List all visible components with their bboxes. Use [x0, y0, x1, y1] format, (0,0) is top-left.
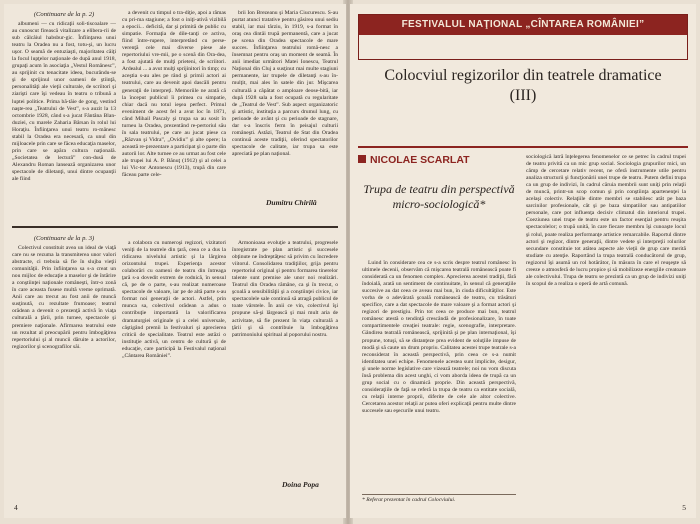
continuation-note: (Continuare de la p. 3) [33, 235, 95, 242]
footnote: * Referat prezentat în cadrul Colocviului. [362, 494, 516, 503]
festival-title: FESTIVALUL NAŢIONAL „CÎNTAREA ROMÂNIEI” [401, 19, 645, 30]
left-top-column-3 [232, 10, 338, 194]
left-bottom-column-1 [12, 234, 116, 504]
left-page [4, 4, 346, 518]
article-text: sociologică latră înţelegerea fenomenelor ce se petrec în cadrul trupei de teatru privită ca un mic grup social. Sociologia grupurilor mici, un câmp de cercetare relativ recent, ne oferă instrumente utile pentru analiza structurii şi funcţionării unei trupe de teatru. Putem defini trupa ca un grup de indivizi, în cadrul căruia membrii sunt uniţi prin relaţii de muncă, printr-un scop comun şi prin conştiinţa apartenenţei la acelaşi colectiv. Relaţiile dintre membri se stabilesc atât pe baza sarcinilor profesionale, cât şi pe baza simpatiilor sau antipatiilor personale, care pot influenţa decisiv climatul din interiorul trupei. Coeziunea unei trupe de teatru este un factor esenţial pentru reuşita spectacolelor; o trupă unită, în care fiecare membru îşi cunoaşte locul şi rolul, poate realiza performanţe artistice remarcabile. Raportul dintre actori şi regizor, dintre generaţii, dintre vedete şi interpreţii rolurilor secundare constituie tot atâtea aspecte ale vieţii de grup care merită studiate cu atenţie. Raportând la trupa teatrală conducătorul de grup, regizorul îşi asumă un rol hotărâtor, în măsura în care el reuşeşte să creeze o atmosferă de lucru propice şi să mobilizeze energiile creatoare ale colectivului. Trupa de teatru se prezintă ca un grup de indivizi uniţi în scopul de a realiza o operă de artă comună. [526, 154, 686, 287]
article-text: Armonioasa evoluţie a teatrului, progresele înregistrate pe plan artistic şi succesele obţinute ne îndreptăţesc să privim cu încredere viitorul. Consolidarea tradiţiilor, grija pentru repertoriul original şi pentru formarea tinerelor talente sunt premise ale unor noi realizări. Teatrul din Oradea rămâne, ca şi în trecut, o şcoală a sensibilităţii şi a conştiinţei civice, iar spectacolele sale continuă să atragă publicul de toate vârstele. În anii ce vin, colectivul îşi propune să-şi lărgească şi mai mult aria de activitate, să fie prezent în viaţa culturală a ţării şi să contribuie la îmbogăţirea patrimoniului spiritual al poporului nostru. [232, 240, 338, 338]
left-top-column-2 [122, 10, 226, 216]
article-text: Luind în considerare cea ce s-a scris despre teatrul românesc în ultimele decenii, observăm că mişcarea teatrală românească poate fi considerată ca un fenomen complex. Aprecierea acestei tradiţii, fără îndoială, arată un sentiment de continuitate, în sensul că generaţiile succesive au dat ceea ce aveau mai bun, în ciuda dificultăţilor. Este vorba de o adevărată şcoală românească de teatru, cu trăsături specifice, care a dat spectacole de mare valoare şi a format actori şi regizori de prestigiu. Prin tot ceea ce produce mai bun, teatrul românesc atestă o tendinţă crescândă de profesionalizare, în toate compartimentele creaţiei teatrale: regie, scenografie, interpretare. Gândirea teatrală românească, sprijinită şi pe plan internaţional, îşi propune, totuşi, să se distanţeze prea evident de soluţiile impuse de modă şi să caute un drum propriu. Calitatea acestei trupe teatrale s-a reconsiderat în această perspectivă, prin ceea ce s-a numit identitatea unei echipe. Fenomenele acestea sunt implicite, desigur, şi unele norme legislative care vizează teatrele; noi nu vom discuta însă problema din acest unghi, ci vom aborda ideea de trupă ca un grup social cu o dinamică proprie. Din această perspectivă, consideraţiile de faţă se referă la trupa de teatru ca entitate socială, cu relaţii interne proprii, diferite de cele ale altor colective. Cercetarea acestor relaţii ar putea oferi explicaţii pentru multe dintre succesele sau eşecurile unui teatru. [362, 260, 516, 414]
article-text: Colectivul constituit avea un ideal de viaţă care nu se rezuma la transmiterea unor valori abstracte, ci trebuia să fie în slujba vieţii comunităţii. Prin înfiinţarea sa s-a creat un nou mijloc de educaţie a maselor şi de întărire a conştiinţei naţionale româneşti, într-o zonă în care aceasta fusese multă vreme oprimată. Anii care au trecut au fost anii de muncă susţinută, cu rezultate frumoase; teatrul orădean a devenit o prezenţă activă în viaţa culturală a ţării, prin turnee, spectacole şi premiere naţionale. Afirmarea teatrului este un rezultat al preocupării pentru îmbogăţirea repertoriului şi al muncii dăruite a actorilor, regizorilor şi scenografilor săi. [12, 245, 116, 350]
article-text: brii Ion Brezeanu şi Maria Ciucurescu. S-au purtat atunci tratative pentru găsirea unui sediu stabil, iar mai târziu, în 1919, s-a format în oraş cea dintâi trupă permanentă, care a jucat pe scena din Oradea spectacole de mare succes. Înfiinţarea teatrului româ-nesc a însemnat pentru oraş un moment de seamă. În anii imediat următori Matei Ionescu, Teatrul Naţional din Cluj a susţinut mai multe stagiuni permanente, iar trupele de diletanţi s-au în-mulţit, mai ales în satele din jur. Mişcarea culturală a căpătat o amploare deose-bită, iar după 1928 sala a fost ocupată cu regularitate de „Teatrul de Vest”. Sub aspect organizatoric şi artistic, instituţia a parcurs drumul lung, cu perioade de avânt şi cu perioade de stagnare, dar s-a înscris ferm în peisajul culturii româneşti. Astăzi, Teatrul de Stat din Oradea continuă aceste tradiţii, oferind spectatorilor spectacole de calitate, iar trupa sa este apreciată pe plan naţional. [232, 10, 338, 157]
right-column-2 [526, 154, 686, 504]
article-author [358, 154, 470, 166]
right-page [350, 4, 696, 518]
square-bullet-icon [358, 155, 366, 163]
page-number: 5 [682, 503, 686, 512]
continuation-note: (Continuare de la p. 2) [33, 11, 95, 18]
article-text: a devenit cu timpul o tra-diţie, apoi a rămas cu pri-ma stagiune; a fost o iniţi-ativă vizibilă a epocii... deficită, dar şi primită de public cu simpatie. Formaţia de dile-tanţi ce activa, fiind între-rupere, interpretând cu perse-verenţă cele mai diverse piese ale repertoriului vre-mii, pe o scenă din Ora-dea, a fost ajutată de mulţi prieteni, de scriitori. Ardealul ... a avut mulţi sprijinitori în timp; cu aceştia s-au ales pe rând şi primii actori ai teatrului, care au devenit apoi dascăli pentru generaţii de interpreţi. Memoriile ne arată că la început publicul îi primea cu simpatie, chiar dacă nu totul ieşea perfect. Primul eveniment de acest fel a avut loc în 1871, când Mihail Pascaly şi trupa sa au sosit în turneu la Oradea, prezentând re-pertoriul său în sala teatrului, pe care au jucat piese ca „Răzvan şi Vidra”, „Ovidiu” şi alte opere; la această re-prezentare a participat şi o parte din autorii lor. Alte turnee ce au urmat au fost cele ale trupei lui A. P. Bănuţ (1912) şi al celei a lui Vic-tor Antonescu (1913), trupă din care făceau parte cele- [122, 10, 226, 179]
left-bottom-column-3 [232, 240, 338, 476]
right-column-1 [362, 260, 516, 490]
left-top-column-1 [12, 10, 116, 216]
author-signature: Dumitru Chirilă [266, 198, 317, 207]
article-divider [12, 226, 338, 228]
article-text: albumeni — cu ridicaţii soli-tiscoalare — au cunoscut firească vitalizare a elibera-rii de sub călcâiul habsbur-gic. Înfiinţarea unui teatru la Oradea nu a fost, totu-şi, un lucru uşor. O seamă de entuziaşti, majoritatea căiţi la focul lupţelor naţionale de după anul 1918, grupaţi acum în asociaţia „Vestul Românesc”, au sprijinit cu tenacitate ideea, bucurându-se şi de sprijinul unor oameni de ştiinţă, personalităţi ale vieţii culturale, de scriitori şi ziarişti care îşi vedeau în teatru o tribună a luptei politice. Prima bă-tăie de gong, vestind naşte-rea „Teatrului de Vest”, s-a auzit la 13 octombrie 1928, când s-a jucat Fântâna Blan-duziei, cu marele Zaharia Bârsan în rolul lui Horaţiu. Înfiinţarea unui teatru ro-mânesc stabil la Oradea era necesară, ca unul din mijloacele prin care se făcea educaţia maselor, prin care se apăra cultura naţională. „Societatea de lectură” con-dusă de Alexandru Roman lansează organizarea unor spectacole de diletanţi, unui dintre ocupanţii ale fiind [12, 21, 116, 183]
article-text: a colabora cu numeroşi regizori, vizitatori veniţi de la teatrele din ţară, ceea ce a dus la ridicarea nivelului artistic şi la lărgirea orizontului trupei. Experienţa acestor colaborări cu oameni de teatru din întreaga ţară s-a dovedit extrem de rodnică, în sensul că, pe de o parte, s-au realizat numeroase spectacole de valoare, iar pe de altă parte s-au format noi generaţii de actori. Astfel, prin munca sa, colectivul orădean a adus o contribuţie importantă la valorificarea dramaturgiei originale şi a celei universale, câştigând premii la festivaluri şi aprecierea criticii de specialitate. Teatrul este astăzi o instituţie activă, un centru de cultură şi de educaţie, care participă la Festivalul naţional „Cântarea României”. [122, 240, 226, 359]
article-subtitle: Trupa de teatru din perspectivă micro-sociologică* [363, 182, 515, 211]
left-bottom-column-2 [122, 240, 226, 504]
title-rule [358, 146, 688, 148]
festival-banner [358, 14, 688, 60]
page-number: 4 [14, 503, 18, 512]
main-title: Colocviul regizorilor din teatrele dramatice (III) [384, 67, 662, 104]
author-name: NICOLAE SCARLAT [370, 154, 470, 166]
author-signature: Doina Popa [282, 480, 319, 489]
